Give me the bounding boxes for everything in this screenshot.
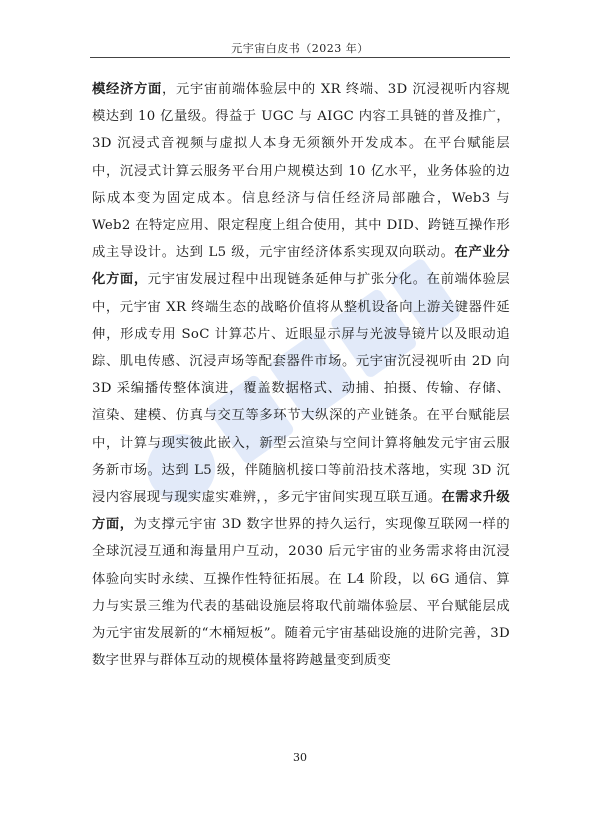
section-text-scale-economy: ，元宇宙前端体验层中的 XR 终端、3D 沉浸视听内容规模达到 10 亿量级。得益于 UGC 与 AIGC 内容工具链的普及推广，3D 沉浸式音视频与虚拟人本身无须额外开发成本。在平台赋能层中，沉浸式计算云服务平台用户规模达到 10 亿水平，业务体验的边际成本变为固定成本。信息经济与信任经济局部融合，Web3 与 Web2 在特定应用、限定程度上组合使用，其中 DID、跨链互操作形成主导设计。达到 L5 级，元宇宙经济体系实现双向联动。 [92, 82, 510, 261]
page-number: 30 [293, 751, 307, 764]
header-rule [90, 57, 510, 58]
section-heading-industry-differentiation: 在产业分化方面， [92, 245, 510, 288]
running-header: 元宇宙白皮书（2023 年） [231, 42, 369, 55]
section-text-industry-differentiation: 元宇宙发展过程中出现链条延伸与扩张分化。在前端体验层中，元宇宙 XR 终端生态的战略价值将从整机设备向上游关键器件延伸，形成专用 SoC 计算芯片、近眼显示屏与光波导镜片以及眼动追踪、肌电传感、沉浸声场等配套器件市场。元宇宙沉浸视听由 2D 向 3D 采编播传整体演进，覆盖数据格式、动捕、拍摄、传输、存储、渲染、建模、仿真与交互等多环节大纵深的产业链条。在平台赋能层中，计算与现实彼此嵌入，新型云渲染与空间计算将触发元宇宙云服务新市场。达到 L5 级，伴随脑机接口等前沿技术落地，实现 3D 沉浸内容展现与现实虚实难辨，，多元宇宙间实现互联互通。 [92, 272, 510, 506]
section-heading-demand-upgrade: 在需求升级方面， [92, 490, 510, 533]
section-text-demand-upgrade: 为支撑元宇宙 3D 数字世界的持久运行，实现像互联网一样的全球沉浸互通和海量用户互动，2030 后元宇宙的业务需求将由沉浸体验向实时永续、互操作性特征拓展。在 L4 阶段，以 6G 通信、算力与实景三维为代表的基础设施层将取代前端体验层、平台赋能层成为元宇宙发展新的“木桶短板”。随着元宇宙基础设施的进阶完善，3D 数字世界与群体互动的规模体量将跨越量变到质变 [92, 517, 510, 669]
body-paragraph [92, 76, 510, 674]
section-heading-scale-economy: 模经济方面 [92, 82, 162, 97]
body-text [92, 76, 510, 674]
